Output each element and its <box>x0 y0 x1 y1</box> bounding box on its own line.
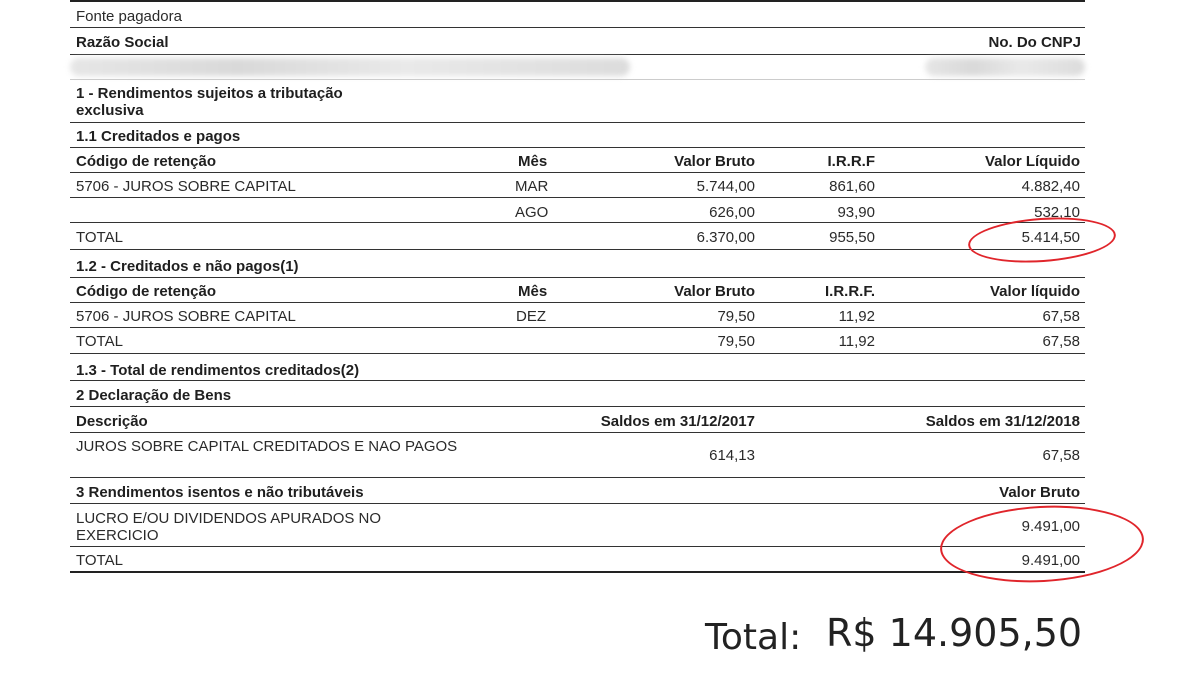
razao-social-label: Razão Social <box>76 34 169 51</box>
summary-total-value: R$ 14.905,50 <box>826 611 1083 655</box>
rule <box>70 477 1085 478</box>
cell-descricao: JUROS SOBRE CAPITAL CREDITADOS E NAO PAGOS <box>76 438 458 455</box>
total-irrf: 955,50 <box>829 229 875 246</box>
rule <box>70 27 1085 28</box>
col-mes: Mês <box>518 153 548 170</box>
col-codigo: Código de retenção <box>76 153 217 170</box>
cell-valor-liquido: 67,58 <box>1042 308 1080 325</box>
cell-mes: MAR <box>515 178 549 195</box>
cnpj-label: No. Do CNPJ <box>988 34 1081 51</box>
col-irrf: I.R.R.F. <box>824 283 875 300</box>
total-irrf: 11,92 <box>838 333 875 350</box>
cell-codigo: 5706 - JUROS SOBRE CAPITAL <box>76 308 296 325</box>
cell-irrf: 11,92 <box>838 308 875 325</box>
total-valor-liquido: 67,58 <box>1042 333 1080 350</box>
rule <box>70 546 1085 547</box>
cell-valor-bruto: 5.744,00 <box>696 178 755 195</box>
rule <box>70 302 1085 303</box>
col-valor-bruto: Valor Bruto <box>999 484 1080 501</box>
col-codigo: Código de retenção <box>76 283 217 300</box>
col-valor-bruto: Valor Bruto <box>674 283 755 300</box>
col-mes: Mês <box>518 283 548 300</box>
total-valor-bruto: 6.370,00 <box>696 229 755 246</box>
rule <box>70 432 1085 433</box>
top-rule <box>70 0 1085 2</box>
cell-irrf: 93,90 <box>837 204 875 221</box>
redacted-cnpj <box>925 58 1085 76</box>
rule <box>70 277 1085 278</box>
total-valor-bruto: 79,50 <box>717 333 755 350</box>
section1-title: 1 - Rendimentos sujeitos a tributação exclusiva <box>76 85 343 119</box>
section3-title: 3 Rendimentos isentos e não tributáveis <box>76 484 364 501</box>
cell-valor-bruto: 626,00 <box>709 204 755 221</box>
rule <box>70 406 1085 407</box>
summary-total-label: Total: <box>705 617 802 658</box>
cell-irrf: 861,60 <box>829 178 875 195</box>
cell-saldo-2018: 67,58 <box>1042 447 1080 464</box>
section12-title: 1.2 - Creditados e não pagos(1) <box>76 258 299 275</box>
rule <box>70 79 1085 80</box>
total-label: TOTAL <box>76 333 123 350</box>
rule <box>70 503 1085 504</box>
cell-mes: AGO <box>515 204 549 221</box>
col-valor-liquido: Valor Líquido <box>984 153 1080 170</box>
total-valor-bruto: 9.491,00 <box>1021 552 1080 569</box>
col-saldo-2017: Saldos em 31/12/2017 <box>600 413 755 430</box>
col-valor-liquido: Valor líquido <box>989 283 1080 300</box>
rule <box>70 172 1085 173</box>
total-label: TOTAL <box>76 552 123 569</box>
redacted-company-name <box>70 58 630 76</box>
total-label: TOTAL <box>76 229 123 246</box>
bottom-rule <box>70 571 1085 573</box>
section11-title: 1.1 Creditados e pagos <box>76 128 241 145</box>
highlight-circle-9491 <box>938 501 1146 588</box>
cell-valor-liquido: 4.882,40 <box>1021 178 1080 195</box>
rule <box>70 197 1085 198</box>
rule <box>70 353 1085 354</box>
cell-codigo: 5706 - JUROS SOBRE CAPITAL <box>76 178 296 195</box>
col-saldo-2018: Saldos em 31/12/2018 <box>925 413 1080 430</box>
col-irrf: I.R.R.F <box>827 153 875 170</box>
rule <box>70 249 1085 250</box>
rule <box>70 122 1085 123</box>
col-descricao: Descrição <box>76 413 148 430</box>
cell-valor-liquido: 532,10 <box>1034 204 1080 221</box>
section2-title: 2 Declaração de Bens <box>76 387 232 404</box>
rule <box>70 147 1085 148</box>
rule <box>70 54 1085 55</box>
total-valor-liquido: 5.414,50 <box>1021 229 1080 246</box>
rule <box>70 222 1085 223</box>
fonte-pagadora-label: Fonte pagadora <box>76 8 182 25</box>
col-valor-bruto: Valor Bruto <box>674 153 755 170</box>
section13-title: 1.3 - Total de rendimentos creditados(2) <box>76 362 360 379</box>
rule <box>70 380 1085 381</box>
rule <box>70 327 1085 328</box>
cell-valor-bruto: 79,50 <box>717 308 755 325</box>
cell-mes: DEZ <box>516 308 546 325</box>
cell-saldo-2017: 614,13 <box>709 447 755 464</box>
cell-descricao: LUCRO E/OU DIVIDENDOS APURADOS NO EXERCICIO <box>76 510 382 544</box>
cell-valor-bruto: 9.491,00 <box>1021 518 1080 535</box>
